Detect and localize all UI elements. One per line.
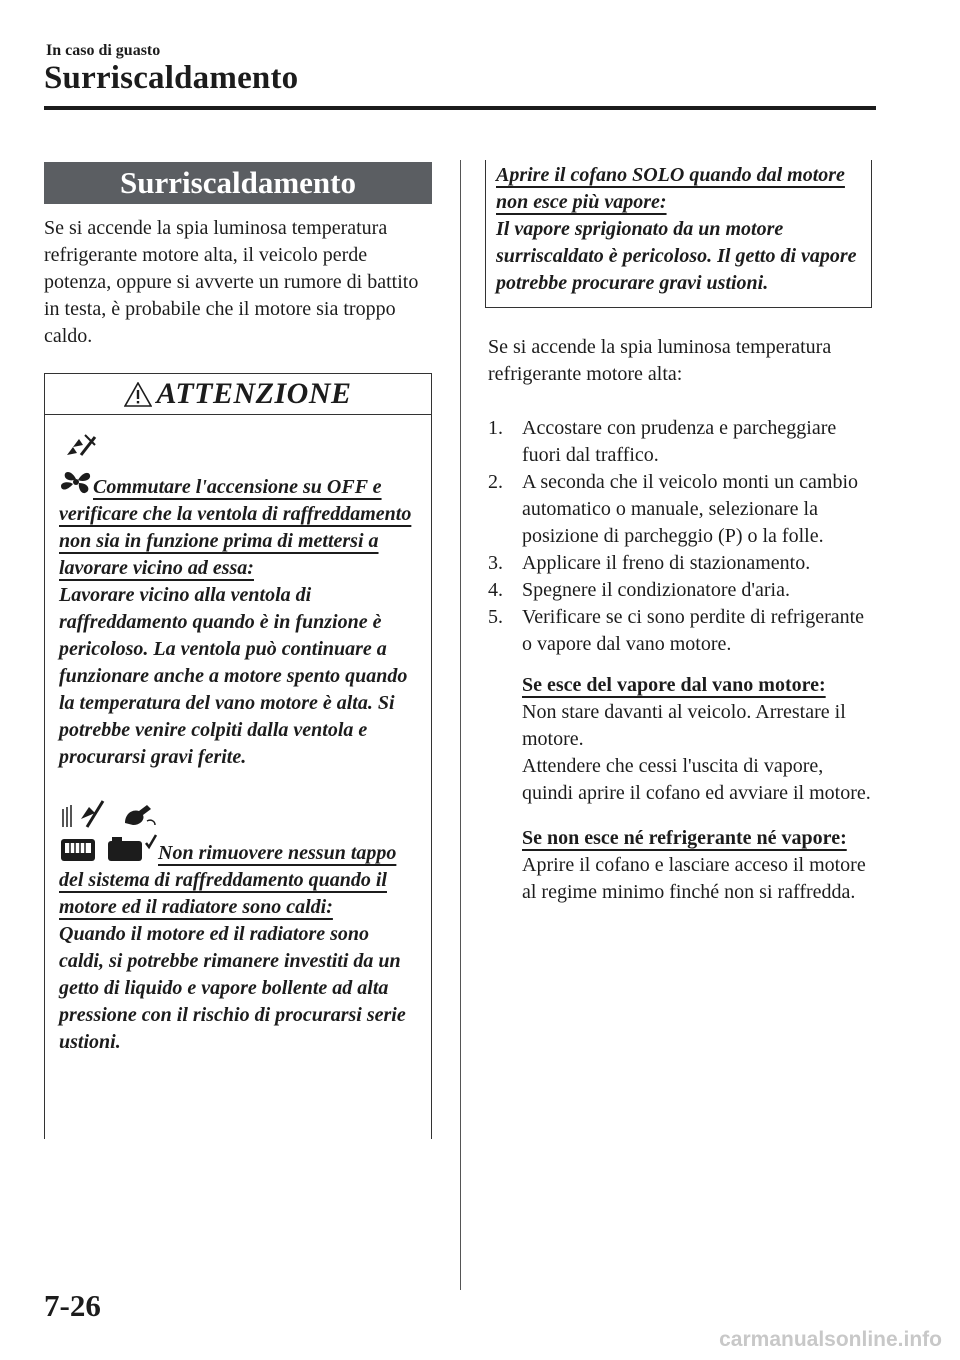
header-rule [44, 106, 876, 110]
caution-box [485, 160, 872, 308]
list-item: 3. Applicare il freno di stazionamento. [488, 552, 811, 574]
radiator-icon [59, 833, 99, 863]
list-item: 4. Spegnere il condizionatore d'aria. [488, 579, 790, 601]
no-cap-icon [59, 799, 107, 829]
caution-body: Il vapore sprigionato da un motore surriscaldato è pericoloso. Il getto di vapore potrebbe procurare gravi ustioni. [496, 218, 857, 294]
warning-header [45, 373, 431, 415]
no-fan-icon [61, 433, 97, 461]
right-column [488, 160, 876, 906]
page-title: Surriscaldamento [44, 60, 299, 96]
no-steam-subsection [488, 825, 876, 906]
cap-hand-icon [117, 799, 161, 829]
left-column [44, 162, 432, 1139]
item2-body: Quando il motore ed il radiatore sono caldi, si potrebbe rimanere investiti da un getto di liquido e vapore bollente ad alta pressione con il rischio di procurarsi serie ustioni. [59, 923, 406, 1053]
list-item: 1. Accostare con prudenza e parcheggiare fuori dal traffico. [488, 417, 837, 466]
item1-body: Lavorare vicino alla ventola di raffreddamento quando è in funzione è pericoloso. La ventola può continuare a funzionare anche a motore spento quando la temperatura del vano motore è alta. Si potrebbe venire colpiti dalla ventola e procurarsi gravi ferite. [59, 584, 408, 768]
no-steam-text: Aprire il cofano e lasciare acceso il motore al regime minimo finché non si raffredda. [522, 854, 866, 903]
item2-title: Non rimuovere nessun tappo del sistema di raffreddamento quando il motore ed il radiatore sono caldi: [59, 833, 417, 921]
lead-paragraph: Se si accende la spia luminosa temperatura refrigerante motore alta: [488, 336, 832, 385]
list-item: 5. Verificare se ci sono perdite di refrigerante o vapore dal vano motore. [488, 606, 865, 655]
section-banner: Surriscaldamento [44, 162, 432, 204]
watermark: carmanualsonline.info [719, 1328, 942, 1351]
warning-heading: ATTENZIONE [156, 377, 352, 410]
steam-subheading: Se esce del vapore dal vano motore: [522, 674, 826, 696]
steam-subsection [488, 672, 876, 807]
intro-paragraph: Se si accende la spia luminosa temperatura refrigerante motore alta, il veicolo perde potenza, oppure si avverte un rumore di battito in testa, è probabile che il motore sia troppo caldo. [44, 217, 419, 347]
page-number: 7-26 [44, 1288, 101, 1323]
section-label: In caso di guasto [46, 42, 161, 59]
fan-icon [59, 467, 93, 497]
steam-text-2: Attendere che cessi l'uscita di vapore, quindi aprire il cofano ed avviare il motore. [522, 755, 871, 804]
steam-text-1: Non stare davanti al veicolo. Arrestare il motore. [522, 701, 846, 750]
steps-list [488, 415, 876, 658]
warning-triangle-icon [124, 382, 152, 407]
item2-icons [59, 799, 417, 829]
list-item: 2. A seconda che il veicolo monti un cambio automatico o manuale, selezionare la posizione di parcheggio (P) o la folle. [488, 471, 859, 547]
no-steam-subheading: Se non esce né refrigerante né vapore: [522, 827, 847, 849]
item1-title: Commutare l'accensione su OFF e verificare che la ventola di raffreddamento non sia in funzione prima di mettersi a lavorare vicino ad essa: [59, 467, 417, 582]
warning-box [44, 373, 432, 1139]
column-divider [460, 160, 461, 1290]
caution-title: Aprire il cofano SOLO quando dal motore non esce più vapore: [496, 164, 845, 213]
warning-body [45, 415, 431, 1056]
coolant-reservoir-icon [104, 833, 158, 863]
